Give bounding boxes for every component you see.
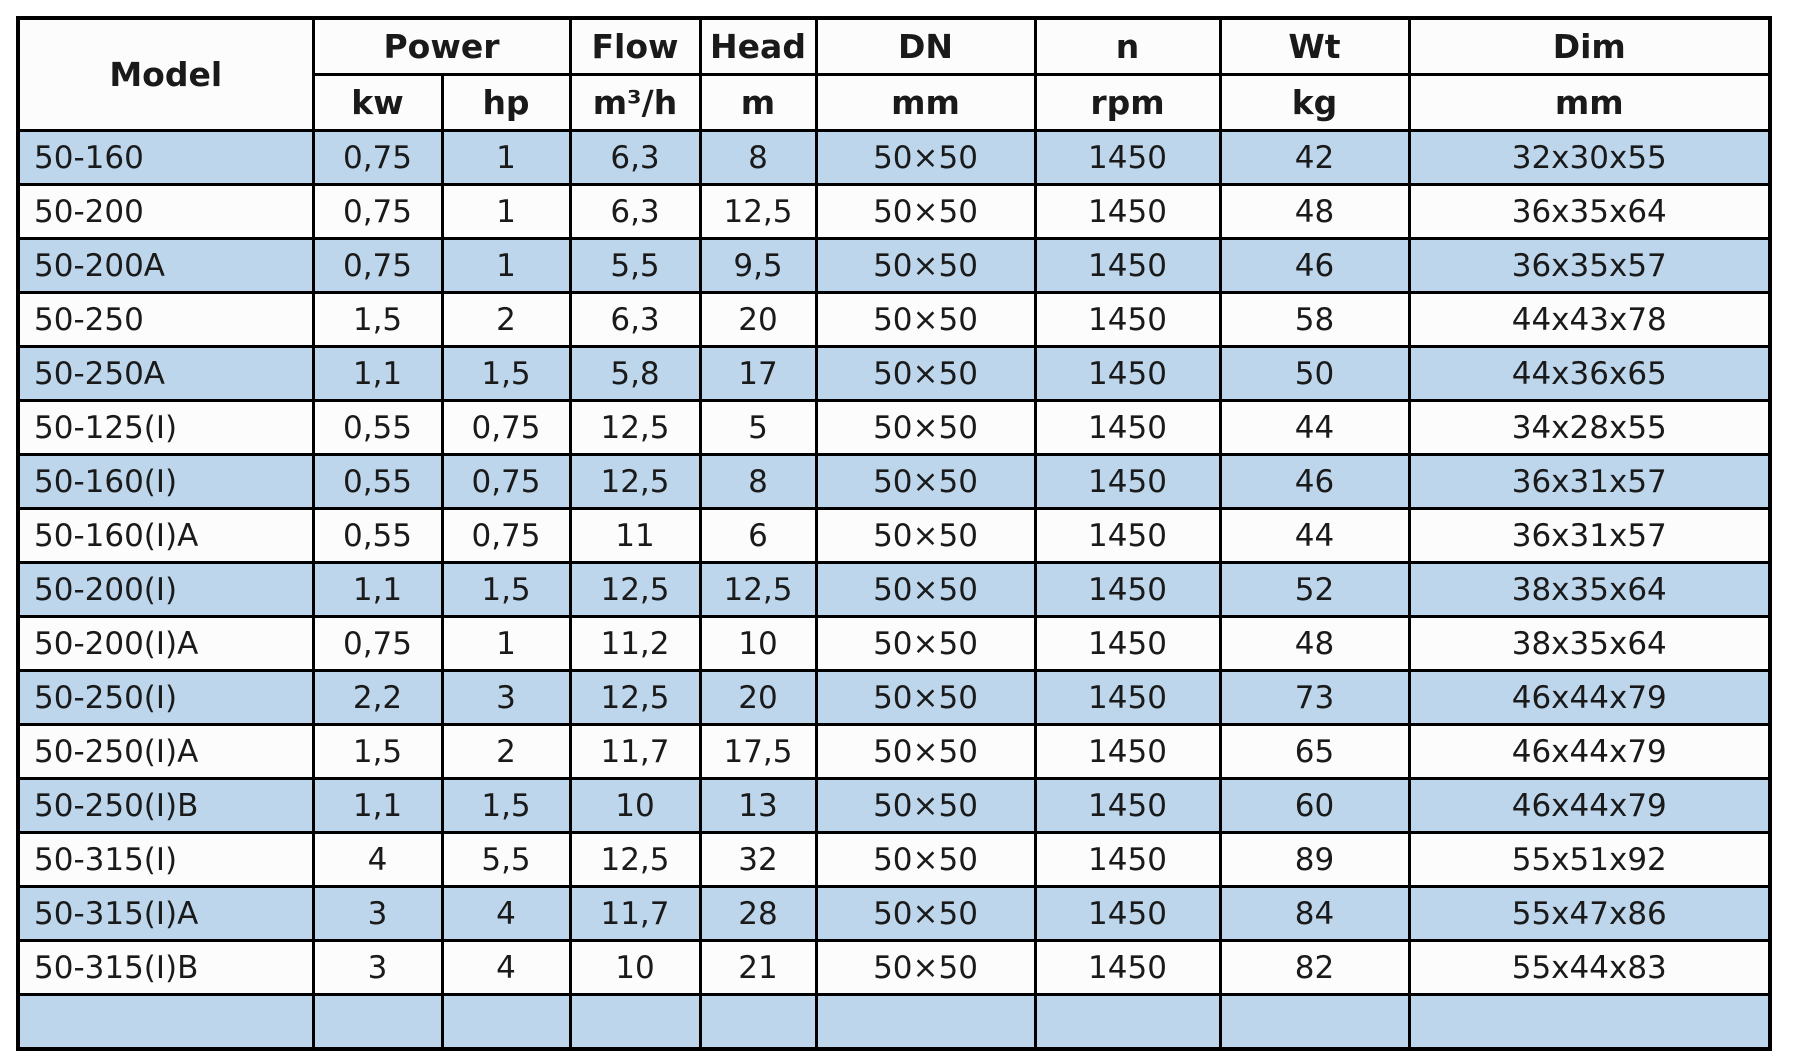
power-hp-cell: 3: [442, 671, 570, 725]
flow-cell: 12,5: [570, 833, 700, 887]
power-kw-cell: 0,55: [313, 401, 442, 455]
power-kw-cell: 4: [313, 833, 442, 887]
flow-cell: [570, 995, 700, 1050]
model-cell: 50-200(I): [18, 563, 313, 617]
header-model: Model: [18, 18, 313, 131]
dn-cell: 50×50: [816, 293, 1035, 347]
dn-cell: 50×50: [816, 779, 1035, 833]
flow-cell: 6,3: [570, 185, 700, 239]
weight-cell: 89: [1220, 833, 1409, 887]
dim-cell: 46x44x79: [1409, 671, 1770, 725]
table-row: [18, 833, 1770, 887]
header-unit-wt: kg: [1220, 75, 1409, 131]
dim-cell: 36x31x57: [1409, 455, 1770, 509]
flow-cell: 11,2: [570, 617, 700, 671]
head-cell: 20: [700, 293, 816, 347]
header-flow: Flow: [570, 18, 700, 75]
flow-cell: 11: [570, 509, 700, 563]
table-row: [18, 131, 1770, 185]
head-cell: 6: [700, 509, 816, 563]
power-kw-cell: 0,55: [313, 455, 442, 509]
flow-cell: 12,5: [570, 671, 700, 725]
model-cell: 50-160: [18, 131, 313, 185]
flow-cell: 12,5: [570, 563, 700, 617]
model-cell: 50-160(I)A: [18, 509, 313, 563]
model-cell: 50-250(I): [18, 671, 313, 725]
flow-cell: 6,3: [570, 131, 700, 185]
dn-cell: 50×50: [816, 563, 1035, 617]
dn-cell: 50×50: [816, 833, 1035, 887]
head-cell: 17: [700, 347, 816, 401]
model-cell: 50-250(I)B: [18, 779, 313, 833]
dn-cell: 50×50: [816, 185, 1035, 239]
header-unit-dim: mm: [1409, 75, 1770, 131]
rpm-cell: 1450: [1035, 833, 1220, 887]
table-row: [18, 509, 1770, 563]
header-unit-hp: hp: [442, 75, 570, 131]
model-cell: 50-250: [18, 293, 313, 347]
weight-cell: 48: [1220, 185, 1409, 239]
head-cell: 32: [700, 833, 816, 887]
dim-cell: 55x51x92: [1409, 833, 1770, 887]
rpm-cell: 1450: [1035, 941, 1220, 995]
head-cell: 8: [700, 131, 816, 185]
table-row: [18, 185, 1770, 239]
weight-cell: 52: [1220, 563, 1409, 617]
power-hp-cell: 1,5: [442, 347, 570, 401]
power-hp-cell: 4: [442, 941, 570, 995]
power-kw-cell: 1,5: [313, 293, 442, 347]
model-cell: [18, 995, 313, 1050]
weight-cell: 65: [1220, 725, 1409, 779]
power-kw-cell: 1,1: [313, 347, 442, 401]
power-hp-cell: 1,5: [442, 563, 570, 617]
head-cell: 9,5: [700, 239, 816, 293]
head-cell: 5: [700, 401, 816, 455]
dn-cell: 50×50: [816, 347, 1035, 401]
rpm-cell: 1450: [1035, 293, 1220, 347]
weight-cell: 46: [1220, 239, 1409, 293]
power-kw-cell: 1,1: [313, 779, 442, 833]
head-cell: 12,5: [700, 563, 816, 617]
flow-cell: 12,5: [570, 401, 700, 455]
weight-cell: 46: [1220, 455, 1409, 509]
power-hp-cell: 0,75: [442, 509, 570, 563]
header-unit-dn: mm: [816, 75, 1035, 131]
dn-cell: [816, 995, 1035, 1050]
flow-cell: 12,5: [570, 455, 700, 509]
power-hp-cell: [442, 995, 570, 1050]
table-row: [18, 671, 1770, 725]
dim-cell: 44x43x78: [1409, 293, 1770, 347]
weight-cell: 82: [1220, 941, 1409, 995]
model-cell: 50-315(I)B: [18, 941, 313, 995]
table-row: [18, 617, 1770, 671]
rpm-cell: 1450: [1035, 185, 1220, 239]
weight-cell: 84: [1220, 887, 1409, 941]
model-cell: 50-125(I): [18, 401, 313, 455]
power-kw-cell: 1,5: [313, 725, 442, 779]
dn-cell: 50×50: [816, 617, 1035, 671]
head-cell: [700, 995, 816, 1050]
header-unit-n: rpm: [1035, 75, 1220, 131]
head-cell: 8: [700, 455, 816, 509]
model-cell: 50-200: [18, 185, 313, 239]
dn-cell: 50×50: [816, 725, 1035, 779]
dim-cell: 36x35x57: [1409, 239, 1770, 293]
rpm-cell: [1035, 995, 1220, 1050]
dn-cell: 50×50: [816, 455, 1035, 509]
weight-cell: 60: [1220, 779, 1409, 833]
head-cell: 20: [700, 671, 816, 725]
header-dim: Dim: [1409, 18, 1770, 75]
dim-cell: 46x44x79: [1409, 779, 1770, 833]
header-unit-kw: kw: [313, 75, 442, 131]
power-kw-cell: 0,55: [313, 509, 442, 563]
table-row: [18, 455, 1770, 509]
header-wt: Wt: [1220, 18, 1409, 75]
flow-cell: 5,8: [570, 347, 700, 401]
head-cell: 28: [700, 887, 816, 941]
table-row: [18, 563, 1770, 617]
rpm-cell: 1450: [1035, 887, 1220, 941]
model-cell: 50-250(I)A: [18, 725, 313, 779]
power-kw-cell: 1,1: [313, 563, 442, 617]
dim-cell: 55x47x86: [1409, 887, 1770, 941]
rpm-cell: 1450: [1035, 671, 1220, 725]
table-row-partial: [18, 995, 1770, 1050]
table-row: [18, 725, 1770, 779]
dim-cell: 44x36x65: [1409, 347, 1770, 401]
model-cell: 50-160(I): [18, 455, 313, 509]
power-hp-cell: 0,75: [442, 401, 570, 455]
dim-cell: [1409, 995, 1770, 1050]
power-hp-cell: 5,5: [442, 833, 570, 887]
power-kw-cell: 0,75: [313, 185, 442, 239]
head-cell: 10: [700, 617, 816, 671]
dn-cell: 50×50: [816, 131, 1035, 185]
flow-cell: 5,5: [570, 239, 700, 293]
table-header: [18, 18, 1770, 131]
power-kw-cell: [313, 995, 442, 1050]
dim-cell: 46x44x79: [1409, 725, 1770, 779]
table-row: [18, 401, 1770, 455]
dim-cell: 36x35x64: [1409, 185, 1770, 239]
weight-cell: 48: [1220, 617, 1409, 671]
dim-cell: 55x44x83: [1409, 941, 1770, 995]
header-row-1: [18, 18, 1770, 75]
table-row: [18, 347, 1770, 401]
table-row: [18, 293, 1770, 347]
model-cell: 50-250A: [18, 347, 313, 401]
flow-cell: 11,7: [570, 725, 700, 779]
table-row: [18, 239, 1770, 293]
flow-cell: 6,3: [570, 293, 700, 347]
rpm-cell: 1450: [1035, 563, 1220, 617]
model-cell: 50-315(I): [18, 833, 313, 887]
power-hp-cell: 1,5: [442, 779, 570, 833]
dn-cell: 50×50: [816, 671, 1035, 725]
header-power: Power: [313, 18, 570, 75]
flow-cell: 11,7: [570, 887, 700, 941]
power-hp-cell: 1: [442, 185, 570, 239]
power-hp-cell: 4: [442, 887, 570, 941]
dim-cell: 38x35x64: [1409, 617, 1770, 671]
head-cell: 21: [700, 941, 816, 995]
power-kw-cell: 0,75: [313, 617, 442, 671]
dn-cell: 50×50: [816, 887, 1035, 941]
rpm-cell: 1450: [1035, 725, 1220, 779]
dn-cell: 50×50: [816, 239, 1035, 293]
rpm-cell: 1450: [1035, 347, 1220, 401]
rpm-cell: 1450: [1035, 779, 1220, 833]
power-hp-cell: 1: [442, 239, 570, 293]
power-kw-cell: 0,75: [313, 131, 442, 185]
header-dn: DN: [816, 18, 1035, 75]
power-kw-cell: 2,2: [313, 671, 442, 725]
weight-cell: 73: [1220, 671, 1409, 725]
power-kw-cell: 3: [313, 887, 442, 941]
weight-cell: 44: [1220, 509, 1409, 563]
dim-cell: 34x28x55: [1409, 401, 1770, 455]
header-head: Head: [700, 18, 816, 75]
flow-cell: 10: [570, 779, 700, 833]
head-cell: 17,5: [700, 725, 816, 779]
rpm-cell: 1450: [1035, 455, 1220, 509]
table-row: [18, 887, 1770, 941]
rpm-cell: 1450: [1035, 131, 1220, 185]
rpm-cell: 1450: [1035, 617, 1220, 671]
model-cell: 50-200(I)A: [18, 617, 313, 671]
dim-cell: 32x30x55: [1409, 131, 1770, 185]
power-kw-cell: 0,75: [313, 239, 442, 293]
header-unit-head: m: [700, 75, 816, 131]
model-cell: 50-200A: [18, 239, 313, 293]
pump-spec-table: [16, 16, 1772, 1051]
table-row: [18, 941, 1770, 995]
power-hp-cell: 1: [442, 617, 570, 671]
power-hp-cell: 2: [442, 725, 570, 779]
dn-cell: 50×50: [816, 509, 1035, 563]
dn-cell: 50×50: [816, 941, 1035, 995]
weight-cell: 44: [1220, 401, 1409, 455]
weight-cell: 58: [1220, 293, 1409, 347]
model-cell: 50-315(I)A: [18, 887, 313, 941]
weight-cell: 42: [1220, 131, 1409, 185]
weight-cell: [1220, 995, 1409, 1050]
flow-cell: 10: [570, 941, 700, 995]
header-n: n: [1035, 18, 1220, 75]
rpm-cell: 1450: [1035, 509, 1220, 563]
rpm-cell: 1450: [1035, 401, 1220, 455]
power-hp-cell: 2: [442, 293, 570, 347]
power-hp-cell: 0,75: [442, 455, 570, 509]
dim-cell: 36x31x57: [1409, 509, 1770, 563]
weight-cell: 50: [1220, 347, 1409, 401]
power-kw-cell: 3: [313, 941, 442, 995]
dim-cell: 38x35x64: [1409, 563, 1770, 617]
head-cell: 13: [700, 779, 816, 833]
header-unit-flow: m³/h: [570, 75, 700, 131]
head-cell: 12,5: [700, 185, 816, 239]
power-hp-cell: 1: [442, 131, 570, 185]
table-row: [18, 779, 1770, 833]
rpm-cell: 1450: [1035, 239, 1220, 293]
table-body: [18, 131, 1770, 1050]
pump-spec-table-container: [16, 16, 1772, 1051]
dn-cell: 50×50: [816, 401, 1035, 455]
